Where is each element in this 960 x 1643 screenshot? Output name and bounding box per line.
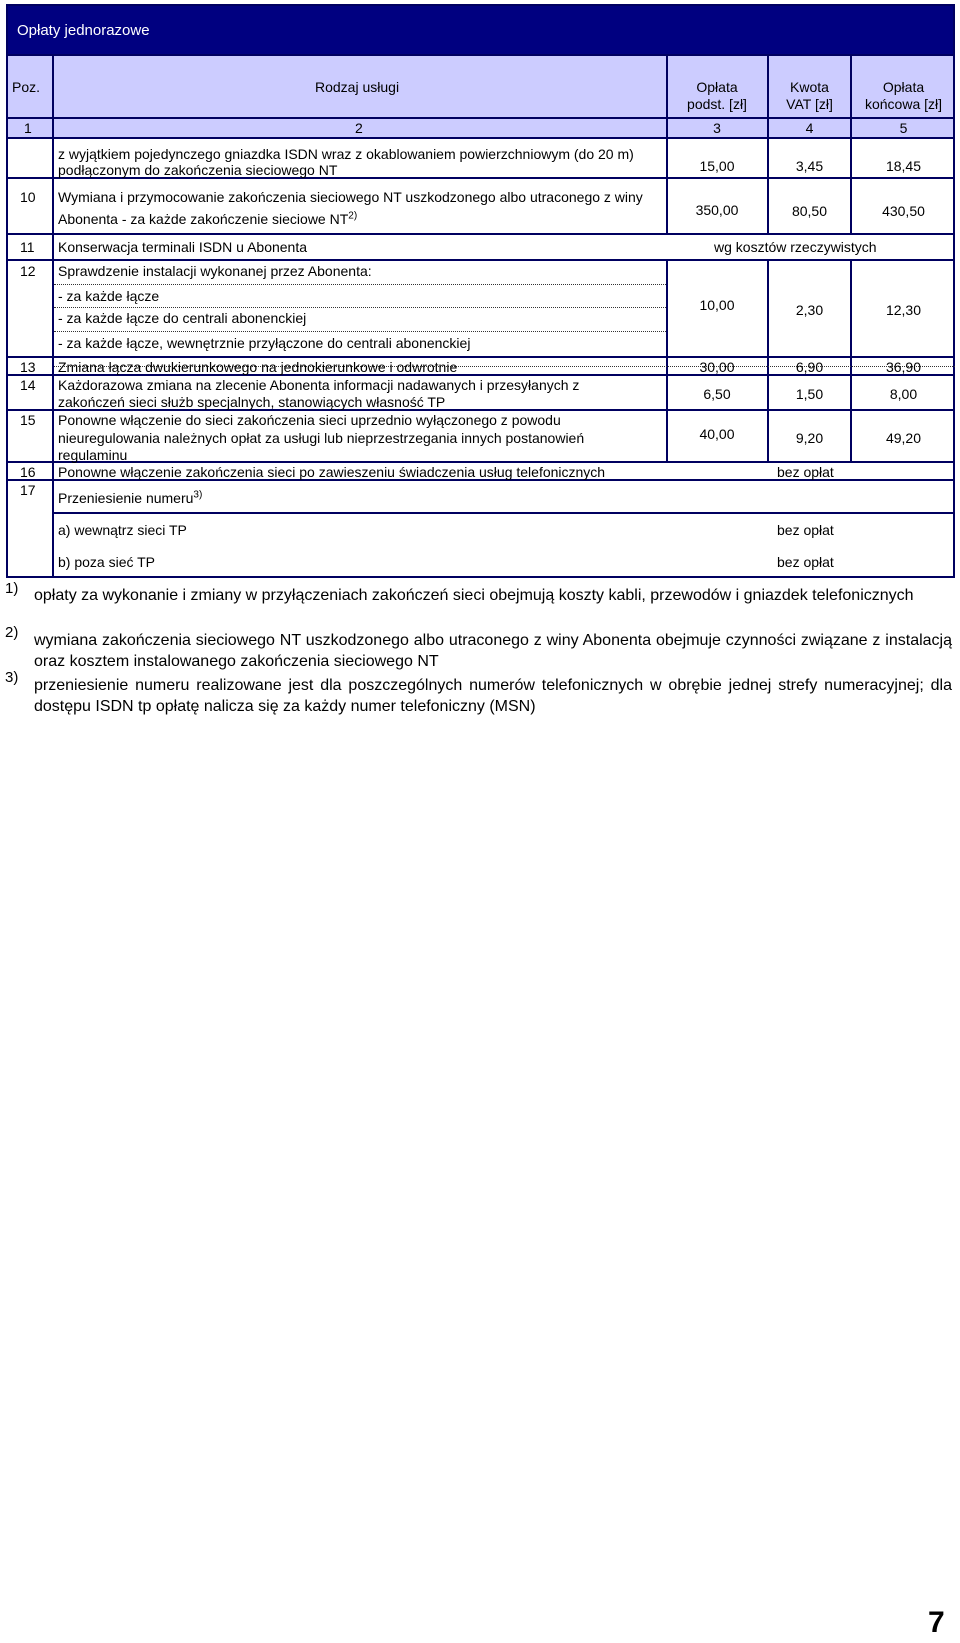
service-description bbox=[58, 211, 357, 227]
col-number: 3 bbox=[713, 120, 721, 136]
row-number: 10 bbox=[20, 189, 36, 205]
row-number: 17 bbox=[20, 482, 36, 498]
fee-merged: wg kosztów rzeczywistych bbox=[714, 239, 877, 255]
sub-item: - za każde łącze bbox=[58, 288, 160, 304]
fee-base: 350,00 bbox=[695, 202, 739, 218]
col-number: 5 bbox=[899, 120, 908, 136]
footnote-mark: 2) bbox=[5, 624, 19, 641]
fee-vat: 2,30 bbox=[795, 302, 824, 318]
fee-base: 30,00 bbox=[699, 359, 735, 375]
fee-vat: 3,45 bbox=[795, 158, 824, 174]
footnote-text: opłaty za wykonanie i zmiany w przyłączeniach zakończeń sieci obejmują koszty kabli, przewodów i gniazdek telefonicznych bbox=[34, 587, 914, 604]
header-oplata-koncowa-line1: Opłata bbox=[882, 79, 925, 95]
fee-total: 36,90 bbox=[885, 359, 922, 375]
sub-item: b) poza sieć TP bbox=[58, 554, 156, 570]
row-number: 15 bbox=[20, 412, 36, 428]
service-description: Każdorazowa zmiana na zlecenie Abonenta informacji nadawanych i przesyłanych z bbox=[58, 377, 580, 393]
row-number: 13 bbox=[20, 359, 36, 375]
fee-vat: 9,20 bbox=[795, 430, 824, 446]
service-description: Ponowne włączenie zakończenia sieci po zawieszeniu świadczenia usług telefonicznych bbox=[58, 464, 606, 480]
col-number: 4 bbox=[805, 120, 814, 136]
service-description: Konserwacja terminali ISDN u Abonenta bbox=[58, 239, 308, 255]
footnote-ref: 3) bbox=[193, 489, 203, 501]
rule bbox=[6, 137, 955, 139]
fee-merged: bez opłat bbox=[777, 464, 834, 480]
fee-base: 6,50 bbox=[703, 386, 731, 402]
header-kwota-vat-line2: VAT [zł] bbox=[786, 96, 833, 112]
rule bbox=[52, 56, 54, 576]
dotted-rule bbox=[54, 331, 666, 332]
fee-vat: 6,90 bbox=[795, 359, 824, 375]
fee-vat: 1,50 bbox=[795, 386, 824, 402]
fee-base: 15,00 bbox=[699, 158, 735, 174]
service-description: zakończeń sieci służb specjalnych, stanowiących własność TP bbox=[58, 394, 446, 410]
header-oplata-koncowa-line2: końcowa [zł] bbox=[864, 96, 943, 112]
row-number: 16 bbox=[20, 464, 36, 480]
header-oplata-podst-line2: podst. [zł] bbox=[687, 96, 747, 112]
header-kwota-vat-line1: Kwota bbox=[790, 79, 829, 95]
service-description: podłączonym do zakończenia sieciowego NT bbox=[58, 162, 338, 178]
service-description: z wyjątkiem pojedynczego gniazdka ISDN wraz z okablowaniem powierzchniowym (do 20 m) bbox=[58, 146, 634, 162]
header-poz: Poz. bbox=[12, 79, 41, 95]
fee-total: 430,50 bbox=[882, 203, 925, 219]
rule bbox=[6, 259, 955, 261]
service-description bbox=[58, 490, 202, 506]
sub-item: a) wewnątrz sieci TP bbox=[58, 522, 187, 538]
fee-merged: bez opłat bbox=[777, 522, 834, 538]
page-number: 7 bbox=[928, 1606, 945, 1639]
footnote-text: przeniesienie numeru realizowane jest dla poszczególnych numerów telefonicznych w obrębie jednej strefy numeracyjnej; dla dostępu ISDN tp opłatę nalicza się za każdy numer telefoniczny (MSN) bbox=[34, 677, 952, 715]
fee-base: 40,00 bbox=[699, 426, 735, 442]
rule bbox=[6, 233, 955, 235]
fee-total: 49,20 bbox=[885, 430, 922, 446]
fee-vat: 80,50 bbox=[791, 203, 828, 219]
rule bbox=[6, 117, 955, 119]
header-rodzaj-uslugi: Rodzaj usługi bbox=[315, 79, 400, 95]
service-description-text: Przeniesienie numeru bbox=[58, 490, 194, 506]
col-number: 2 bbox=[355, 120, 363, 136]
fee-merged: bez opłat bbox=[777, 554, 834, 570]
footnote-ref: 2) bbox=[348, 210, 358, 222]
row-number: 12 bbox=[20, 263, 36, 279]
sub-item: - za każde łącze, wewnętrznie przyłączone do centrali abonenckiej bbox=[58, 335, 471, 351]
col-number: 1 bbox=[24, 120, 32, 136]
service-description-text: Abonenta - za każde zakończenie sieciowe NT bbox=[58, 211, 349, 227]
fee-total: 8,00 bbox=[889, 386, 918, 402]
footnote-mark: 1) bbox=[5, 580, 19, 597]
table-title: Opłaty jednorazowe bbox=[17, 22, 150, 39]
rule bbox=[54, 512, 955, 514]
row-number: 11 bbox=[20, 239, 35, 255]
service-description: nieuregulowania należnych opłat za usługi lub nieprzestrzegania innych postanowień bbox=[58, 430, 585, 446]
footnote-text: wymiana zakończenia sieciowego NT uszkodzonego albo utraconego z winy Abonenta obejmuje czynności związane z instalacją oraz kosztem instalowanego zakończenia sieciowego NT bbox=[34, 632, 952, 670]
service-description: regulaminu bbox=[58, 447, 128, 463]
service-description: Zmiana łącza dwukierunkowego na jednokierunkowe i odwrotnie bbox=[58, 359, 458, 375]
fee-total: 18,45 bbox=[885, 158, 922, 174]
service-description: Wymiana i przymocowanie zakończenia sieciowego NT uszkodzonego albo utraconego z winy bbox=[58, 189, 643, 205]
rule bbox=[6, 461, 955, 463]
header-oplata-podst-line1: Opłata bbox=[696, 79, 738, 95]
sub-item: - za każde łącze do centrali abonenckiej bbox=[58, 310, 307, 326]
row-number: 14 bbox=[20, 377, 36, 393]
fee-base: 10,00 bbox=[699, 297, 735, 313]
service-description: Sprawdzenie instalacji wykonanej przez Abonenta: bbox=[58, 263, 372, 279]
rule bbox=[6, 356, 955, 358]
service-description: Ponowne włączenie do sieci zakończenia sieci uprzednio wyłączonego z powodu bbox=[58, 412, 561, 428]
dotted-rule bbox=[54, 284, 666, 285]
footnote-mark: 3) bbox=[5, 669, 19, 686]
fee-total: 12,30 bbox=[885, 302, 922, 318]
dotted-rule bbox=[54, 307, 666, 308]
